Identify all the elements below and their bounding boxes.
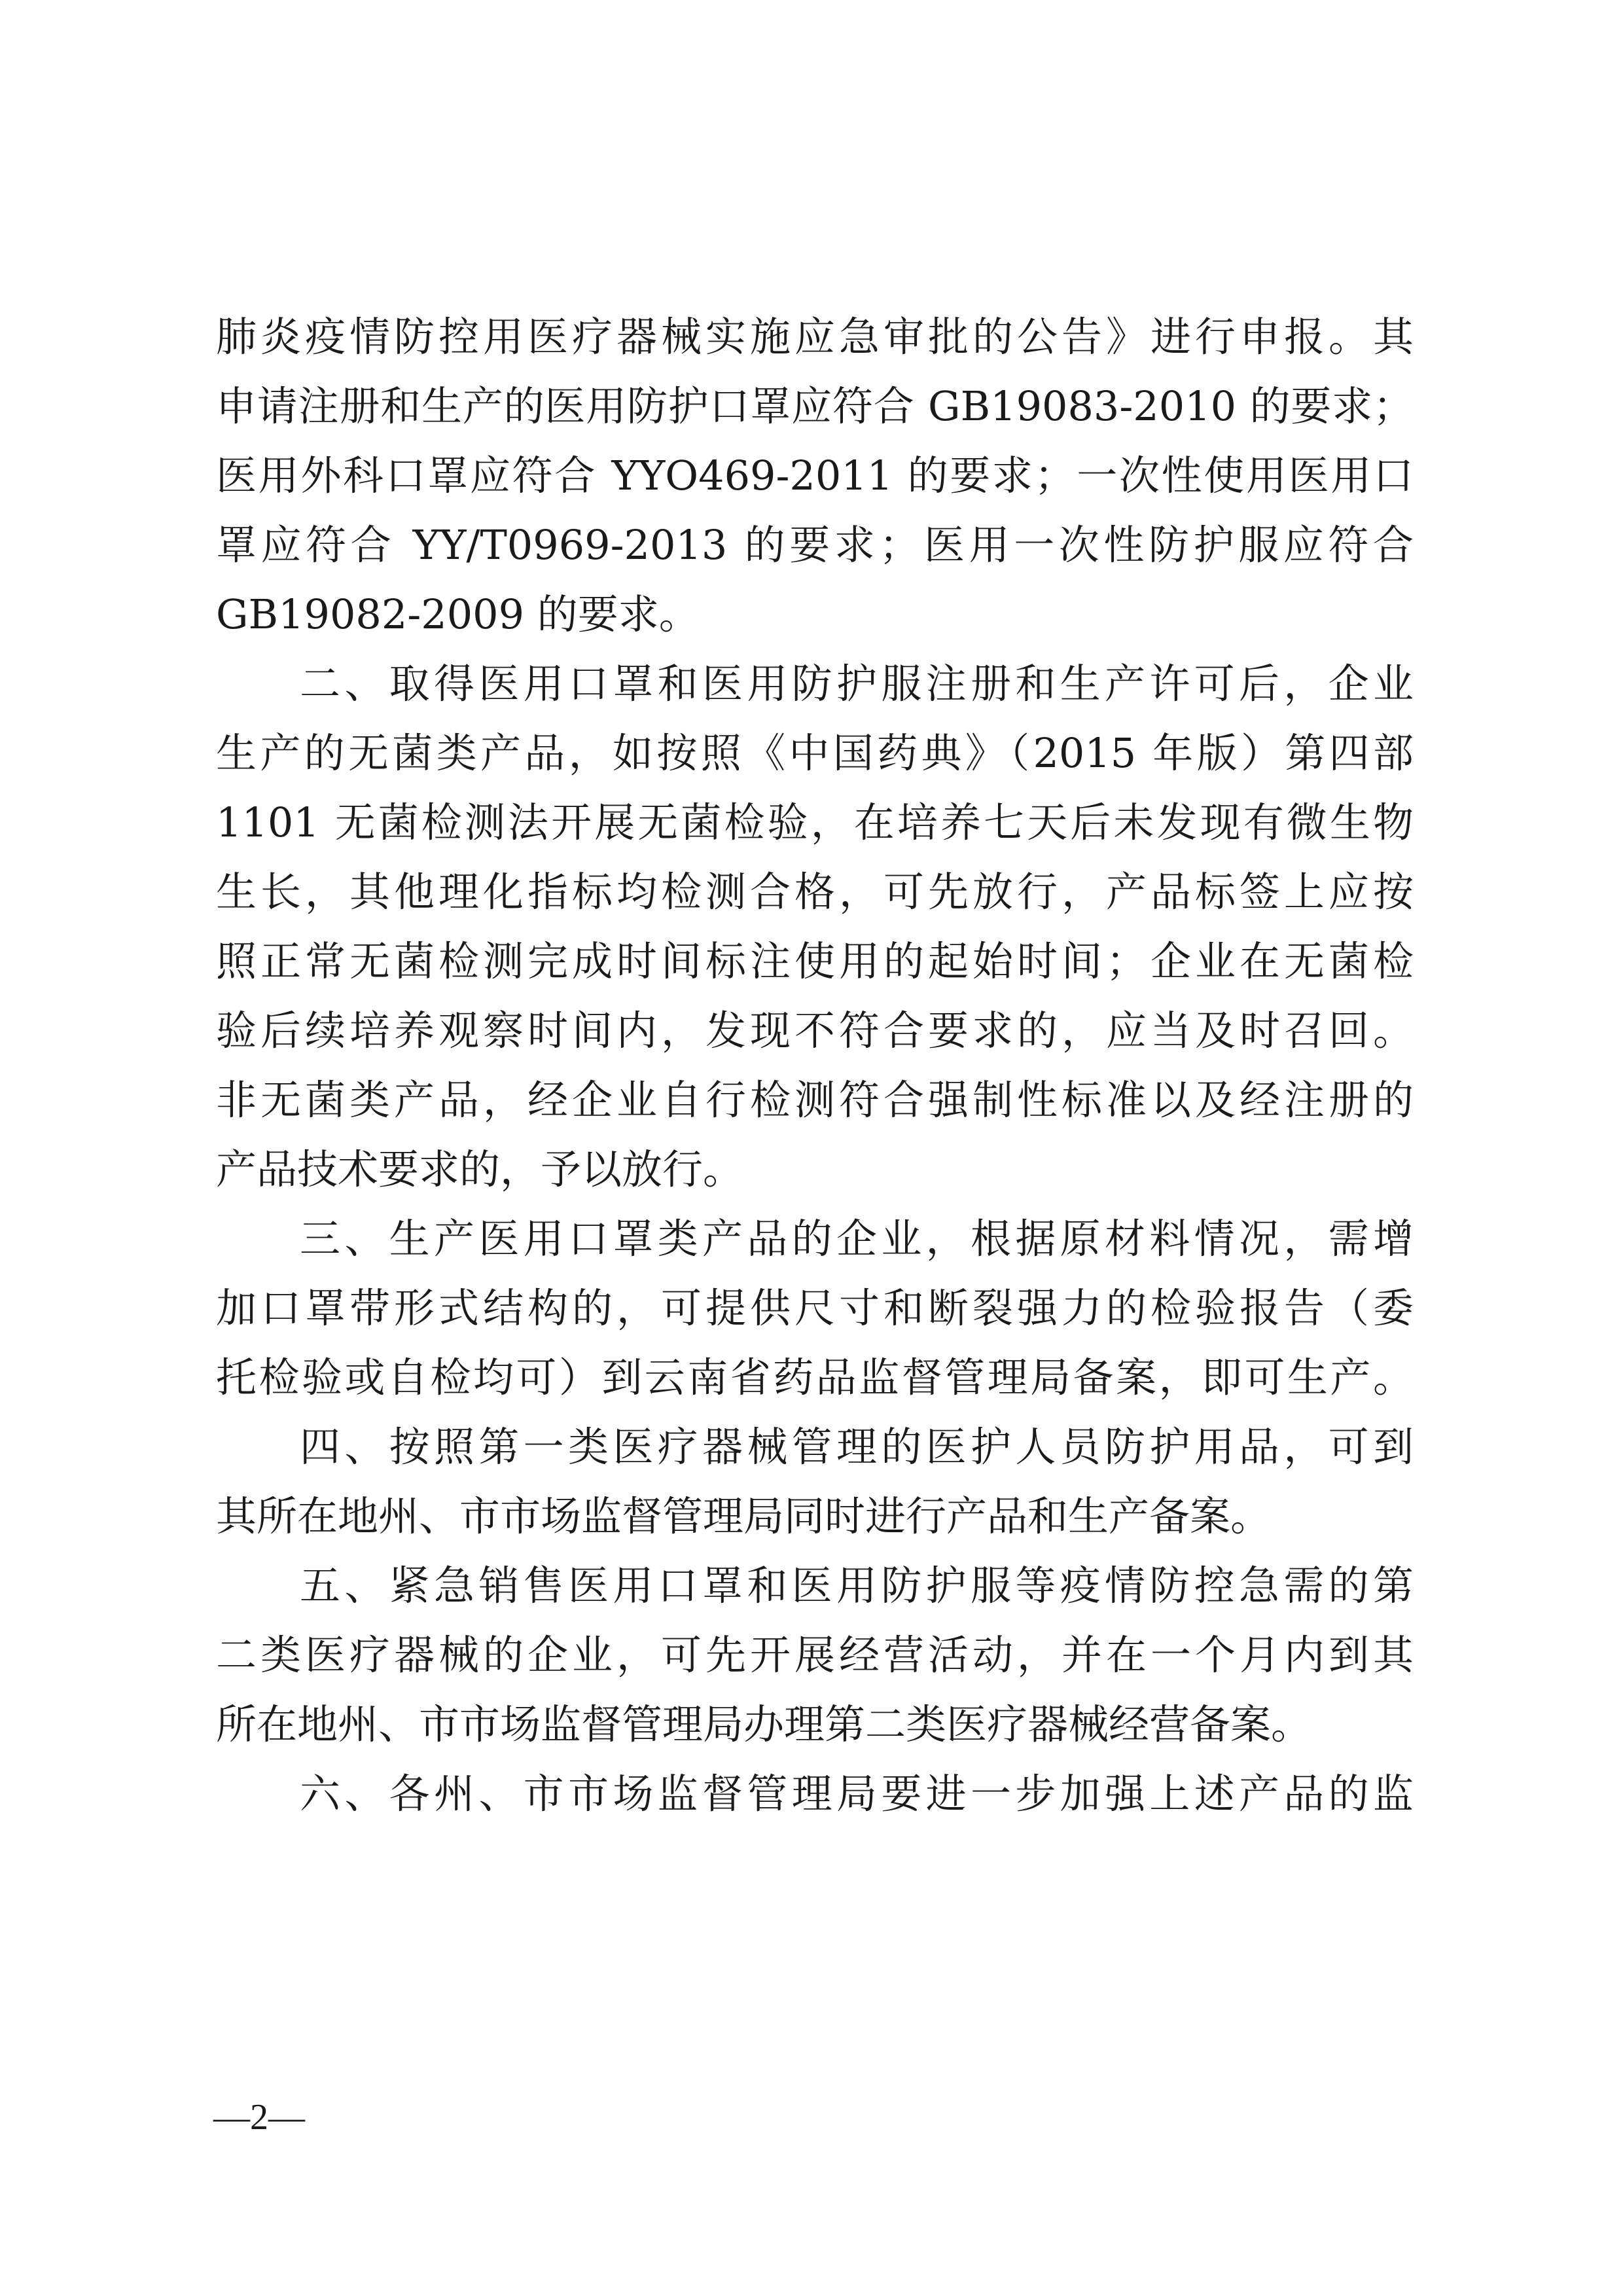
text-line: 申请注册和生产的医用防护口罩应符合 GB19083-2010 的要求； [216, 382, 1414, 430]
text-line: 生长，其他理化指标均检测合格，可先放行，产品标签上应按 [216, 868, 1414, 916]
text-line: 照正常无菌检测完成时间标注使用的起始时间；企业在无菌检 [216, 937, 1414, 985]
text-line: 生产的无菌类产品，如按照《中国药典》（2015 年版）第四部 [216, 729, 1414, 777]
text-line: 罩应符合 YY/T0969-2013 的要求；医用一次性防护服应符合 [216, 521, 1414, 569]
text-line: 托检验或自检均可）到云南省药品监督管理局备案，即可生产。 [216, 1354, 1414, 1401]
paragraph-6-line: 六、各州、市市场监督管理局要进一步加强上述产品的监 [300, 1770, 1414, 1818]
body-text [216, 302, 1414, 1829]
text-line: GB19082-2009 的要求。 [216, 590, 700, 638]
paragraph-3-line: 三、生产医用口罩类产品的企业，根据原材料情况，需增 [300, 1215, 1414, 1263]
text-line: 验后续培养观察时间内，发现不符合要求的，应当及时召回。 [216, 1007, 1414, 1054]
text-line: 产品技术要求的，予以放行。 [216, 1145, 744, 1193]
text-line: 其所在地州、市市场监督管理局同时进行产品和生产备案。 [216, 1492, 1272, 1540]
text-line: 肺炎疫情防控用医疗器械实施应急审批的公告》进行申报。其 [216, 313, 1414, 361]
paragraph-4-line: 四、按照第一类医疗器械管理的医护人员防护用品，可到 [300, 1423, 1414, 1471]
text-line: 二类医疗器械的企业，可先开展经营活动，并在一个月内到其 [216, 1631, 1414, 1679]
page-number: —2— [213, 2097, 305, 2138]
text-line: 非无菌类产品，经企业自行检测符合强制性标准以及经注册的 [216, 1076, 1414, 1124]
paragraph-2-line: 二、取得医用口罩和医用防护服注册和生产许可后，企业 [300, 660, 1414, 708]
text-line: 所在地州、市市场监督管理局办理第二类医疗器械经营备案。 [216, 1700, 1312, 1748]
paragraph-5-line: 五、紧急销售医用口罩和医用防护服等疫情防控急需的第 [300, 1562, 1414, 1609]
text-line: 1101 无菌检测法开展无菌检验，在培养七天后未发现有微生物 [216, 798, 1414, 846]
text-line: 加口罩带形式结构的，可提供尺寸和断裂强力的检验报告（委 [216, 1284, 1414, 1332]
text-line: 医用外科口罩应符合 YYO469-2011 的要求；一次性使用医用口 [216, 452, 1414, 499]
